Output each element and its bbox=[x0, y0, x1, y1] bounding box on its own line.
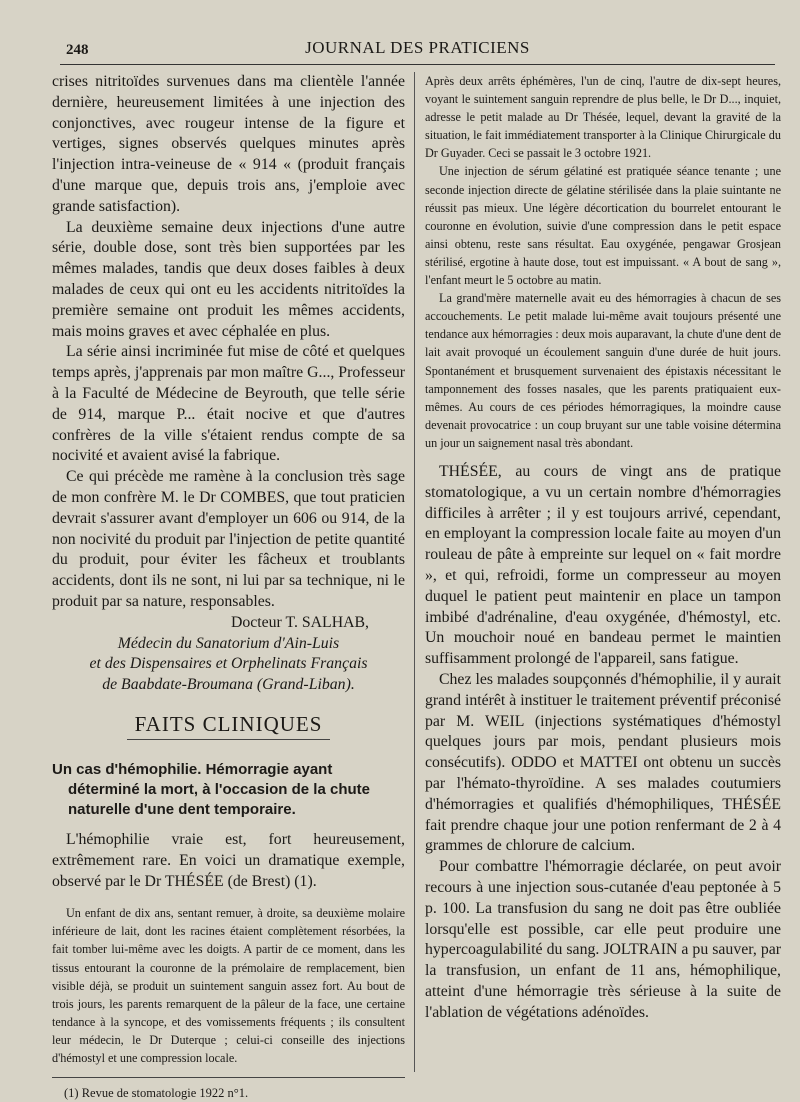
case-report-continued: Après deux arrêts éphémères, l'un de cinq, l'autre de dix-sept heures, voyant le suintement sanguin reprendre de plus belle, le Dr D..., inquiet, adresse le petit malade au Dr Thésée, lequel, devant la gravité de la situation, le fait immédiatement transporter à la Clinique Chirurgicale du Dr Guyader. Ceci se passait le 3 octobre 1921. bbox=[425, 74, 781, 161]
paragraph: La série ainsi incriminée fut mise de côté et quelques temps après, j'apprenais par mon maître G..., Professeur à la Faculté de Médecine de Beyrouth, que telle série de 914, marque P... était nocive et que d'autres confrères de la ville s'étaient rendus compte de sa nocivité et avaient avisé la fabrique. bbox=[52, 343, 405, 465]
paragraph: Pour combattre l'hémorragie déclarée, on peut avoir recours à une injection sous-cutanée d'eau peptonée à 5 p. 100. La transfusion du sang ne doit pas être oubliée lorsqu'elle est possible, car elle peut produire une hypercoagulabilité du sang. JOLTRAIN a pu sauver, par la transfusion, un enfant de 11 ans, hémophilique, atteint d'une hémorragie très sérieuse à la suite de l'ablation de végétations adénoïdes. bbox=[425, 858, 781, 1021]
signature-name: Docteur T. SALHAB, bbox=[230, 613, 369, 631]
page-number: 248 bbox=[66, 42, 89, 58]
section-heading-text: FAITS CLINIQUES bbox=[127, 710, 331, 740]
case-report-continued: Une injection de sérum gélatiné est pratiquée séance tenante ; une seconde injection directe de gélatine stérilisée dans la plaie suintante ne réussit pas mieux. Une légère décortication du bourrelet entourant le couronne en évolution, suivie d'une compression dans le petit espace ainsi obtenu, reste sans résultat. Eau oxygénée, pengawar Grosjean stérilisé, ergotine à haute dose, tout est impuissant. « A bout de sang », l'enfant meurt le 5 octobre au matin. bbox=[425, 164, 781, 288]
signature-affiliation: Médecin du Sanatorium d'Ain-Luis bbox=[117, 634, 340, 652]
footnote: (1) Revue de stomatologie 1922 n°1. bbox=[64, 1086, 249, 1101]
right-column bbox=[425, 72, 781, 1023]
case-report: Un enfant de dix ans, sentant remuer, à droite, sa deuxième molaire inférieure de lait, dont les racines étaient complètement résorbées, la fait tomber lui-même avec les doigts. A partir de ce moment, dans les tissus entourant la couronne de la prémolaire de remplacement, bien visible déjà, se produit un suintement sanguin assez fort. Au bout de trois jours, les parents remarquent de la pâleur de la face, une certaine tendance à la syncope, et des vomissements fréquents ; ils consultent leur médecin, le Dr Duterque ; celui-ci conseille des injections d'hémostyl et une compression locale. bbox=[52, 906, 405, 1066]
article-intro: L'hémophilie vraie est, fort heureusement, extrêmement rare. En voici un dramatique exemple, observé par le Dr THÉSÉE (de Brest) (1). bbox=[52, 830, 405, 890]
journal-title: JOURNAL DES PRATICIENS bbox=[305, 38, 530, 57]
footnote-rule bbox=[52, 1077, 405, 1078]
column-divider bbox=[414, 72, 415, 1072]
paragraph: crises nitritoïdes survenues dans ma clientèle l'année dernière, heureusement limitées à une injection des conjonctives, avec rougeur intense de la figure et vertiges, signes observés quelques minutes après l'injection intra-veineuse de « 914 « (produit français d'une marque que, depuis trois ans, j'emploie avec grande satisfaction). bbox=[52, 73, 405, 215]
article-title: Un cas d'hémophilie. Hémorragie ayant déterminé la mort, à l'occasion de la chute naturelle d'une dent temporaire. bbox=[52, 760, 370, 818]
section-heading bbox=[52, 710, 405, 740]
case-report-continued: La grand'mère maternelle avait eu des hémorragies à chacun de ses accouchements. Le petit malade lui-même avait toujours présenté une tendance aux hémorragies : deux mois auparavant, la chute d'une dent de lait avait provoqué un écoulement sanguin d'une durée de huit jours. Spontanément et brusquement survenaient des épistaxis nécessitant le tamponnement des fosses nasales, que les parents pratiquaient eux-mêmes. Au cours de ces périodes hémorragiques, la moindre cause devenait provocatrice : un coup bruyant sur une table voisine détermina un jour un saignement nasal très abondant. bbox=[425, 291, 781, 450]
paragraph: Chez les malades soupçonnés d'hémophilie, il y aurait grand intérêt à instituer le traitement préventif préconisé par M. WEIL (injections systématiques d'hémostyl quelques jours par mois, pendant plusieurs mois consécutifs). ODDO et MATTEI ont obtenu un succès par l'hémato-thyroïdine. A ses malades coutumiers d'hémorragies et qualifiés d'hémophiliques, THÉSÉE fait prendre chaque jour une potion renfermant de 2 à 4 grammes de chlorure de calcium. bbox=[425, 670, 781, 855]
left-column bbox=[52, 72, 405, 1102]
signature-affiliation: et des Dispensaires et Orphelinats Français bbox=[89, 655, 368, 673]
paragraph: THÉSÉE, au cours de vingt ans de pratique stomatologique, a vu un certain nombre d'hémorragies difficiles à arrêter ; il y est toujours arrivé, cependant, en employant la compression locale faite au moyen d'un rouleau de pâte à empreinte sur lequel on « fait mordre », et qui, refroidi, forme un compresseur au moyen duquel le patient peut maintenir en place un tampon imbibé d'adrénaline, d'eau oxygénée, d'hémostyl, etc. Un mouchoir noué en bandeau permet le maintien suffisamment prolongé de l'appareil, sans fatigue. bbox=[425, 462, 781, 668]
page-header bbox=[60, 34, 775, 65]
paragraph: La deuxième semaine deux injections d'une autre série, double dose, sont très bien supportées par les mêmes malades, tandis que deux doses faibles à deux malades de ceux qui ont eu les accidents nitritoïdes la première semaine ont produit les mêmes accidents, mais moins graves et avec céphalée en plus. bbox=[52, 218, 405, 340]
signature-affiliation: de Baabdate-Broumana (Grand-Liban). bbox=[102, 676, 355, 694]
paragraph: Ce qui précède me ramène à la conclusion très sage de mon confrère M. le Dr COMBES, que tout praticien devrait s'assurer avant d'employer un 606 ou 914, de la non nocivité du produit par l'injection de petite quantité du produit, pour éviter les fâcheux et troublants accidents, dont ils ne sont, ni lui par sa technique, ni le produit par sa nature, responsables. bbox=[52, 468, 405, 610]
